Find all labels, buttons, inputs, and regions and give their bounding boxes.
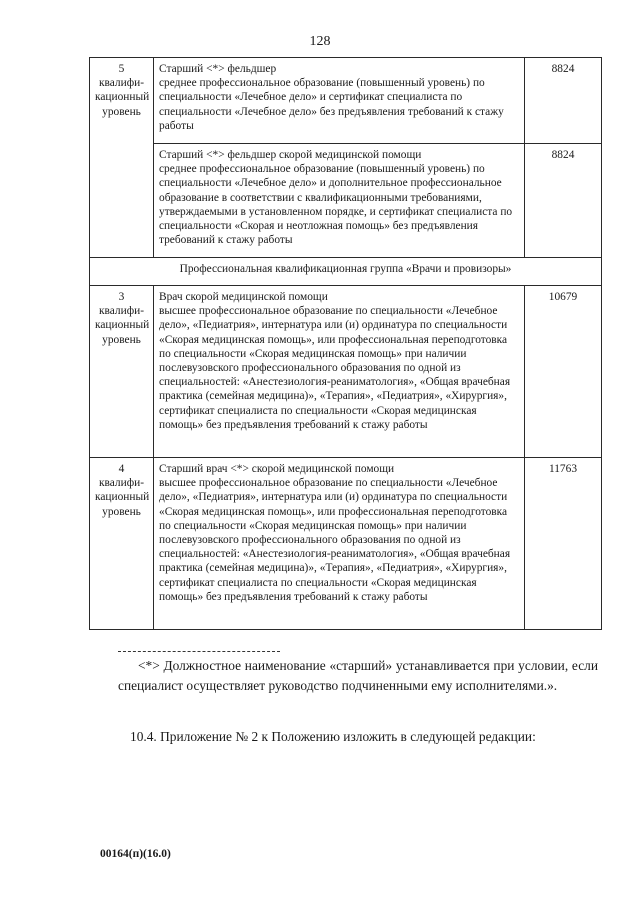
level-cell: 4 квалифи-кационный уровень [90, 458, 154, 630]
position-title: Врач скорой медицинской помощи [159, 291, 328, 303]
page-number: 128 [309, 34, 331, 49]
position-requirements: высшее профессиональное образование по специальности «Лечебное дело», «Педиатрия», интернатура или (и) ординатура по специальности «Скорая медицинская помощь», или профессиональная переподготовка по специальности «Скорая медицинская помощь» при наличии послевузовского профессионального образования по одной из специальностей: «Анестезиология-реаниматология», «Общая врачебная практика (семейная медицина)», «Терапия», «Педиатрия», «Хирургия», сертификат специалиста по специальности «Скорая медицинская помощь» без предъявления требований к стажу работы [159, 477, 511, 603]
table-row [90, 458, 602, 630]
table-row [90, 286, 602, 458]
position-title: Старший <*> фельдшер [159, 63, 277, 75]
position-title: Старший врач <*> скорой медицинской помощи [159, 463, 395, 475]
table-row [90, 58, 602, 144]
position-requirements: среднее профессиональное образование (повышенный уровень) по специальности «Лечебное дело» и дополнительное профессиональное образование в соответствии с квалификационными требованиями, утверждаемыми в установленном порядке, и сертификат специалиста по специальности «Скорая и неотложная помощь» без предъявления требований к стажу работы [159, 163, 513, 247]
table-row [90, 144, 602, 258]
position-cell [154, 144, 525, 258]
qualification-table [89, 57, 602, 630]
position-title: Старший <*> фельдшер скорой медицинской помощи [159, 149, 422, 161]
salary-cell: 11763 [525, 458, 602, 630]
position-requirements: высшее профессиональное образование по специальности «Лечебное дело», «Педиатрия», интернатура или (и) ординатура по специальности «Скорая медицинская помощь», или профессиональная переподготовка по специальности «Скорая медицинская помощь» при наличии послевузовского профессионального образования по одной из специальностей: «Анестезиология-реаниматология», «Общая врачебная практика (семейная медицина)», «Терапия», «Педиатрия», «Хирургия», сертификат специалиста по специальности «Скорая медицинская помощь» без предъявления требований к стажу работы [159, 305, 511, 431]
position-cell [154, 458, 525, 630]
footer-code: 00164(п)(16.0) [100, 848, 171, 860]
footnote: <*> Должностное наименование «старший» устанавливается при условии, если специалист осуществляет руководство подчиненными ему исполнителями.». [118, 658, 598, 693]
footnote-divider [118, 651, 280, 652]
level-cell: 5 квалифи-кационный уровень [90, 58, 154, 258]
position-requirements: среднее профессиональное образование (повышенный уровень) по специальности «Лечебное дело» и сертификат специалиста по специальности «Лечебное дело» без предъявления требований к стажу работы [159, 77, 504, 132]
salary-cell: 10679 [525, 286, 602, 458]
group-heading: Профессиональная квалификационная группа «Врачи и провизоры» [90, 258, 602, 286]
group-row [90, 258, 602, 286]
level-cell: 3 квалифи-кационный уровень [90, 286, 154, 458]
position-cell [154, 58, 525, 144]
paragraph-item: 10.4. Приложение № 2 к Положению изложить в следующей редакции: [130, 729, 536, 744]
salary-cell: 8824 [525, 58, 602, 144]
position-cell [154, 286, 525, 458]
salary-cell: 8824 [525, 144, 602, 258]
